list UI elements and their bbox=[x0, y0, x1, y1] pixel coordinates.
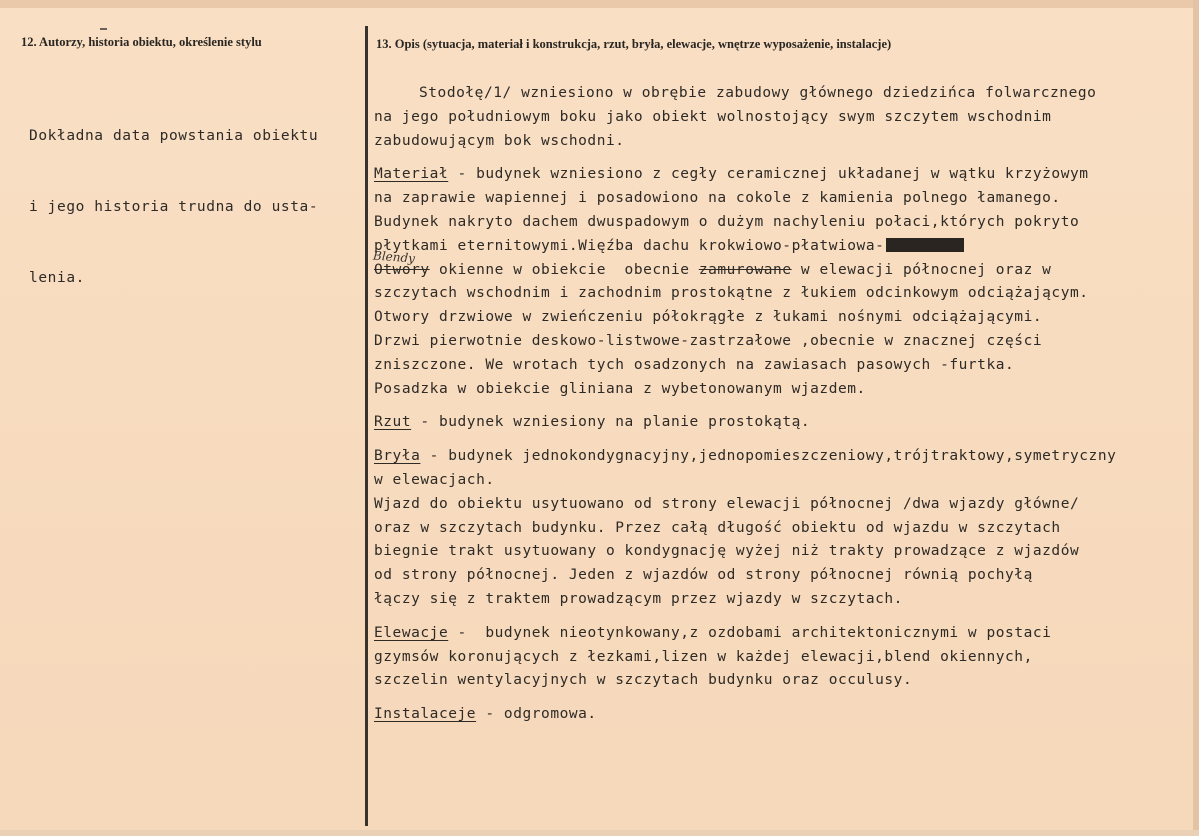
history-text bbox=[29, 78, 349, 337]
rzut-label: Rzut bbox=[374, 414, 412, 431]
rzut-text: - budynek wzniesiony na planie prostokątą. bbox=[411, 414, 811, 431]
material-line: Drzwi pierwotnie deskowo-listwowe-zastrzałowe ,obecnie w znacznej części bbox=[374, 332, 1043, 349]
material-line: szczytach wschodnim i zachodnim prostokątne z łukiem odcinkowym odciążającym. bbox=[374, 285, 1089, 302]
openings-text-rest: w elewacji północnej oraz w bbox=[791, 261, 1052, 278]
elewacje-text: - budynek nieotynkowany,z ozdobami architektonicznymi w postaci bbox=[448, 624, 1052, 641]
material-paragraph-first-line bbox=[374, 163, 1184, 187]
instalacje-text: - odgromowa. bbox=[476, 706, 597, 723]
bryla-line: oraz w szczytach budynku. Przez całą długość obiektu od wjazdu w szczytach bbox=[374, 519, 1061, 536]
bryla-line: od strony północnej. Jeden z wjazdów od strony północnej równią pochyłą bbox=[374, 567, 1033, 584]
bryla-line: w elewacjach. bbox=[374, 471, 495, 488]
bryla-line: łączy się z traktem prowadzącym przez wjazdy w szczytach. bbox=[374, 590, 903, 607]
redaction-mark bbox=[886, 238, 964, 252]
material-line bbox=[374, 235, 1184, 259]
elewacje-label: Elewacje bbox=[374, 624, 449, 641]
history-line: i jego historia trudna do usta- bbox=[29, 198, 319, 215]
bryla-paragraph-first-line bbox=[374, 445, 1184, 469]
paper-edge-right bbox=[1193, 0, 1199, 836]
description-text bbox=[374, 82, 1184, 727]
history-line: Dokładna data powstania obiektu bbox=[29, 128, 319, 144]
elewacje-line: gzymsów koronujących z łezkami,lizen w każdej elewacji,blend okiennych, bbox=[374, 648, 1033, 665]
bryla-line: Wjazd do obiektu usytuowano od strony elewacji północnej /dwa wjazdy główne/ bbox=[374, 495, 1080, 512]
section-13-heading: 13. Opis (sytuacja, materiał i konstrukcja, rzut, bryła, elewacje, wnętrze wyposażenie, instalacje) bbox=[376, 37, 892, 51]
bryla-text: - budynek jednokondygnacyjny,jednopomieszczeniowy,trójtraktowy,symetryczny bbox=[420, 448, 1117, 465]
history-line: lenia. bbox=[29, 269, 85, 286]
material-label: Materiał bbox=[374, 166, 449, 183]
pen-mark bbox=[100, 28, 107, 30]
material-line: Posadzka w obiekcie gliniana z wybetonowanym wjazdem. bbox=[374, 380, 866, 397]
material-line: Budynek nakryto dachem dwuspadowym o dużym nachyleniu połaci,których pokryto bbox=[374, 213, 1080, 230]
material-line: Otwory drzwiowe w zwieńczeniu półokrągłe z łukami nośnymi odciążającymi. bbox=[374, 309, 1043, 326]
elewacje-paragraph-first-line bbox=[374, 622, 1184, 646]
rzut-line bbox=[374, 411, 1184, 435]
openings-line bbox=[374, 259, 1184, 283]
material-line-text: płytkami eternitowymi.Więźba dachu krokwiowo-płatwiowa- bbox=[374, 237, 885, 254]
instalacje-label: Instalaceje bbox=[374, 706, 477, 723]
intro-line: na jego południowym boku jako obiekt wolnostojący swym szczytem wschodnim bbox=[374, 108, 1052, 125]
paper-edge-top bbox=[0, 0, 1199, 8]
material-line: zniszczone. We wrotach tych osadzonych na zawiasach pasowych -furtka. bbox=[374, 356, 1015, 373]
instalacje-line bbox=[374, 703, 1184, 727]
bryla-label: Bryła bbox=[374, 448, 421, 465]
handwritten-annotation: Blendy bbox=[372, 248, 416, 266]
material-text: - budynek wzniesiono z cegły ceramicznej układanej w wątku krzyżowym bbox=[448, 166, 1089, 183]
intro-line: Stodołę/1/ wzniesiono w obrębie zabudowy głównego dziedzińca folwarcznego bbox=[419, 85, 1097, 101]
material-line: na zaprawie wapiennej i posadowiono na cokole z kamienia polnego łamanego. bbox=[374, 190, 1061, 207]
openings-text: okienne w obiekcie obecnie bbox=[429, 261, 699, 278]
struck-word: zamurowane bbox=[698, 261, 792, 278]
bryla-line: biegnie trakt usytuowany o kondygnację wyżej niż trakty prowadzące z wjazdów bbox=[374, 543, 1080, 560]
struck-word: Otwory bbox=[374, 261, 430, 278]
section-12-heading: 12. Autorzy, historia obiektu, określenie stylu bbox=[21, 35, 262, 49]
elewacje-line: szczelin wentylacyjnych w szczytach budynku oraz occulusy. bbox=[374, 672, 913, 689]
intro-line: zabudowującym bok wschodni. bbox=[374, 132, 625, 149]
paper-edge-bottom bbox=[0, 830, 1199, 836]
column-divider bbox=[365, 26, 368, 826]
